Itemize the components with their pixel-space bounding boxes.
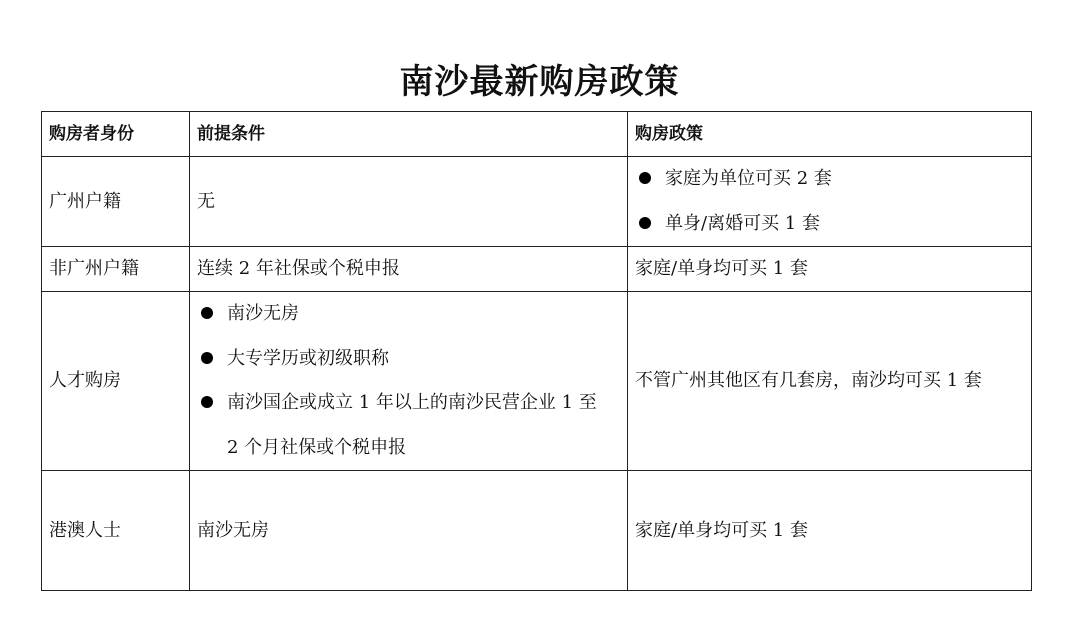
policy-table <box>41 111 1032 591</box>
policy-cell: 家庭/单身均可买 1 套 <box>628 471 1032 591</box>
policy-bullet-list <box>635 157 1023 246</box>
condition-bullet-list <box>197 292 619 470</box>
identity-cell: 港澳人士 <box>42 471 190 591</box>
table-row <box>42 247 1032 292</box>
bullet-text: 大专学历或初级职称 <box>227 347 389 369</box>
condition-cell: 南沙无房 <box>190 471 628 591</box>
bullet-icon <box>201 396 213 408</box>
policy-cell <box>628 157 1032 247</box>
policy-cell: 不管广州其他区有几套房，南沙均可买 1 套 <box>628 292 1032 471</box>
bullet-icon <box>201 307 213 319</box>
header-condition: 前提条件 <box>190 112 628 157</box>
identity-cell: 广州户籍 <box>42 157 190 247</box>
bullet-text: 南沙国企或成立 1 年以上的南沙民营企业 1 至 <box>227 392 597 413</box>
condition-cell: 无 <box>190 157 628 247</box>
bullet-text: 南沙无房 <box>227 303 299 324</box>
condition-cell <box>190 292 628 471</box>
identity-cell: 人才购房 <box>42 292 190 471</box>
header-identity: 购房者身份 <box>42 112 190 157</box>
policy-cell: 家庭/单身均可买 1 套 <box>628 247 1032 292</box>
bullet-text: 家庭为单位可买 2 套 <box>665 168 832 189</box>
bullet-icon <box>639 217 651 229</box>
header-policy: 购房政策 <box>628 112 1032 157</box>
condition-cell: 连续 2 年社保或个税申报 <box>190 247 628 292</box>
list-item <box>635 202 1023 247</box>
identity-cell: 非广州户籍 <box>42 247 190 292</box>
bullet-text-continued: 2 个月社保或个税申报 <box>227 436 407 458</box>
table-header-row <box>42 112 1032 157</box>
list-item <box>197 292 619 337</box>
table-row <box>42 157 1032 247</box>
table-row <box>42 292 1032 471</box>
page-title: 南沙最新购房政策 <box>399 62 680 102</box>
list-item <box>635 157 1023 202</box>
bullet-icon <box>201 352 213 364</box>
bullet-icon <box>639 172 651 184</box>
bullet-text: 单身/离婚可买 1 套 <box>665 212 820 234</box>
list-item <box>197 337 619 382</box>
list-item <box>197 381 619 470</box>
table-row <box>42 471 1032 591</box>
